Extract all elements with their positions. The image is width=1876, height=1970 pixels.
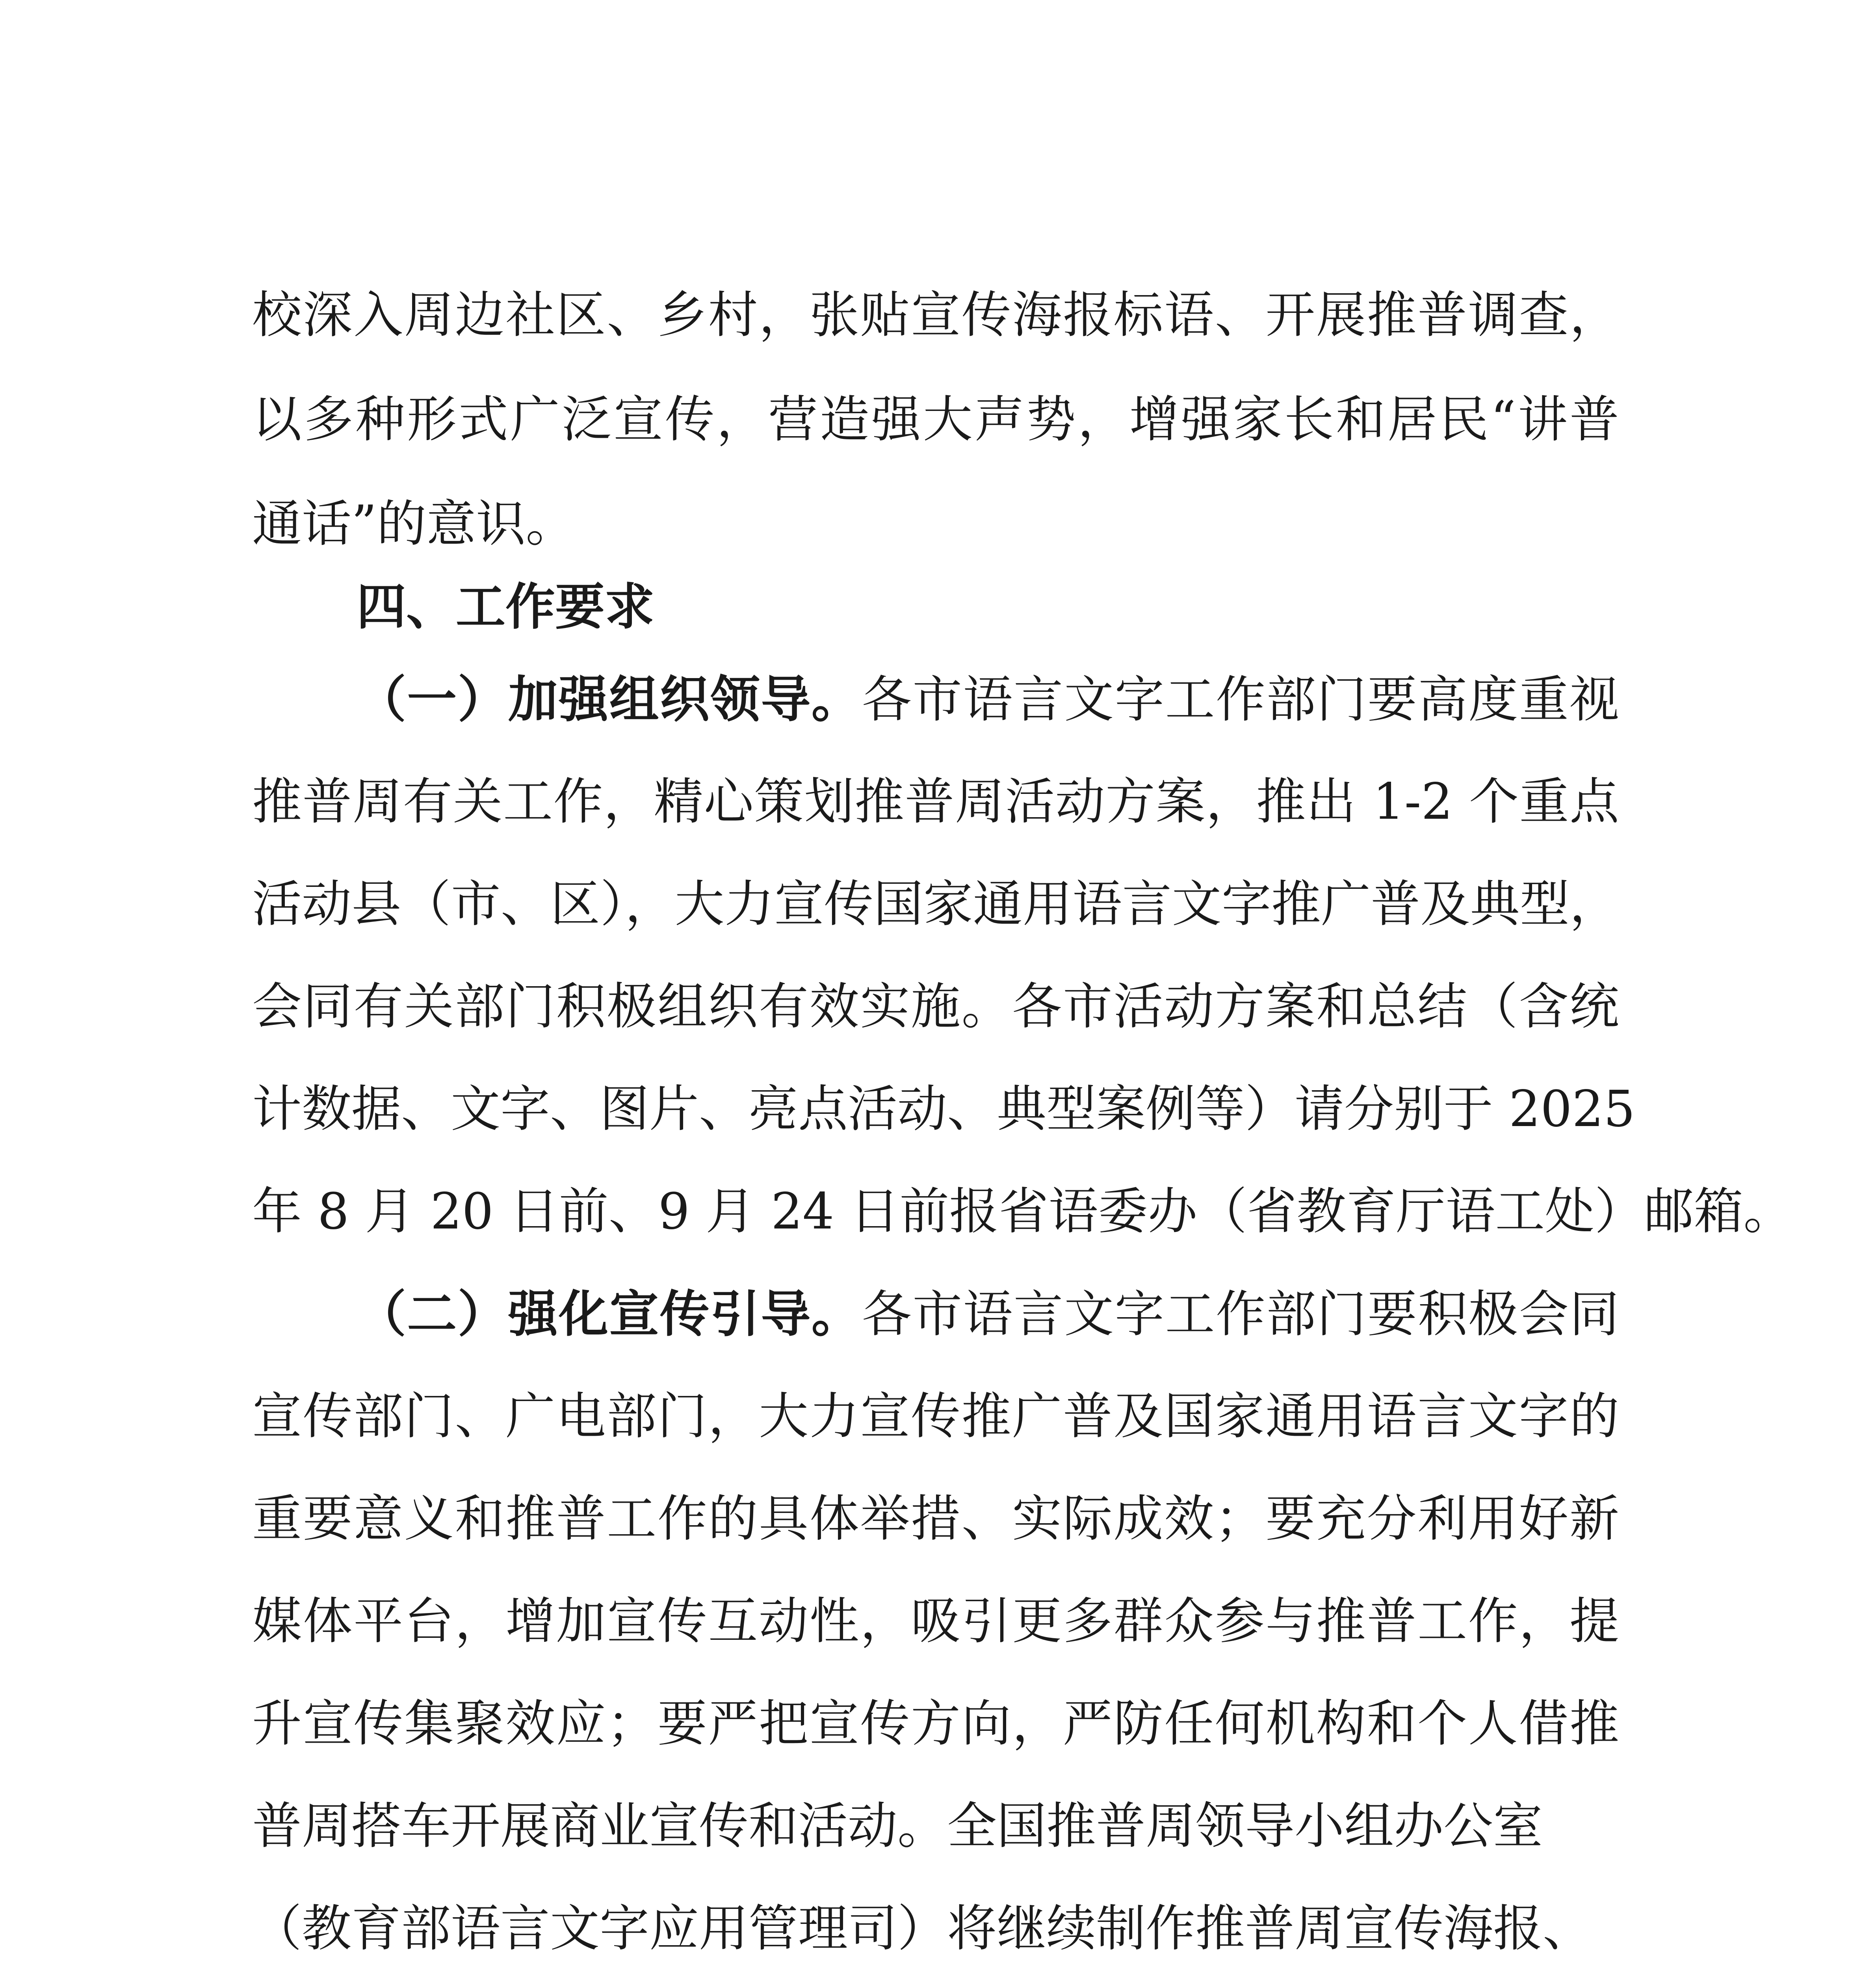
text-line: 升宣传集聚效应；要严把宣传方向，严防任何机构和个人借推 — [252, 1695, 1619, 1753]
text-line: 计数据、文字、图片、亮点活动、典型案例等）请分别于 2025 — [252, 1080, 1635, 1138]
text-line: （教育部语言文字应用管理司）将继续制作推普周宣传海报、 — [252, 1899, 1592, 1957]
text-line: 活动县（市、区），大力宣传国家通用语言文字推广普及典型， — [252, 875, 1619, 933]
text-line: 通话”的意识。 — [252, 495, 576, 553]
paragraph-text: 各市语言文字工作部门要高度重视 — [862, 671, 1620, 729]
paragraph-first-line — [357, 1280, 1619, 1347]
text-line: 年 8 月 20 日前、9 月 24 日前报省语委办（省教育厅语工处）邮箱。 — [252, 1182, 1793, 1240]
paragraph-lead: （二）强化宣传引导。 — [357, 1285, 862, 1343]
text-line: 重要意义和推普工作的具体举措、实际成效；要充分利用好新 — [252, 1490, 1619, 1548]
text-line: 普周搭车开展商业宣传和活动。全国推普周领导小组办公室 — [252, 1797, 1543, 1855]
paragraph-first-line — [357, 666, 1619, 733]
paragraph-text: 各市语言文字工作部门要积极会同 — [862, 1285, 1620, 1343]
text-line: 校深入周边社区、乡村，张贴宣传海报标语、开展推普调查， — [252, 286, 1619, 344]
section-heading: 四、工作要求 — [357, 578, 654, 636]
text-line: 以多种形式广泛宣传，营造强大声势，增强家长和居民“讲普 — [252, 390, 1619, 448]
text-line: 宣传部门、广电部门，大力宣传推广普及国家通用语言文字的 — [252, 1387, 1619, 1445]
text-line: 会同有关部门积极组织有效实施。各市活动方案和总结（含统 — [252, 978, 1619, 1035]
text-line: 推普周有关工作，精心策划推普周活动方案，推出 1-2 个重点 — [252, 773, 1619, 831]
text-line: 媒体平台，增加宣传互动性，吸引更多群众参与推普工作，提 — [252, 1592, 1619, 1650]
paragraph-lead: （一）加强组织领导。 — [357, 670, 862, 729]
